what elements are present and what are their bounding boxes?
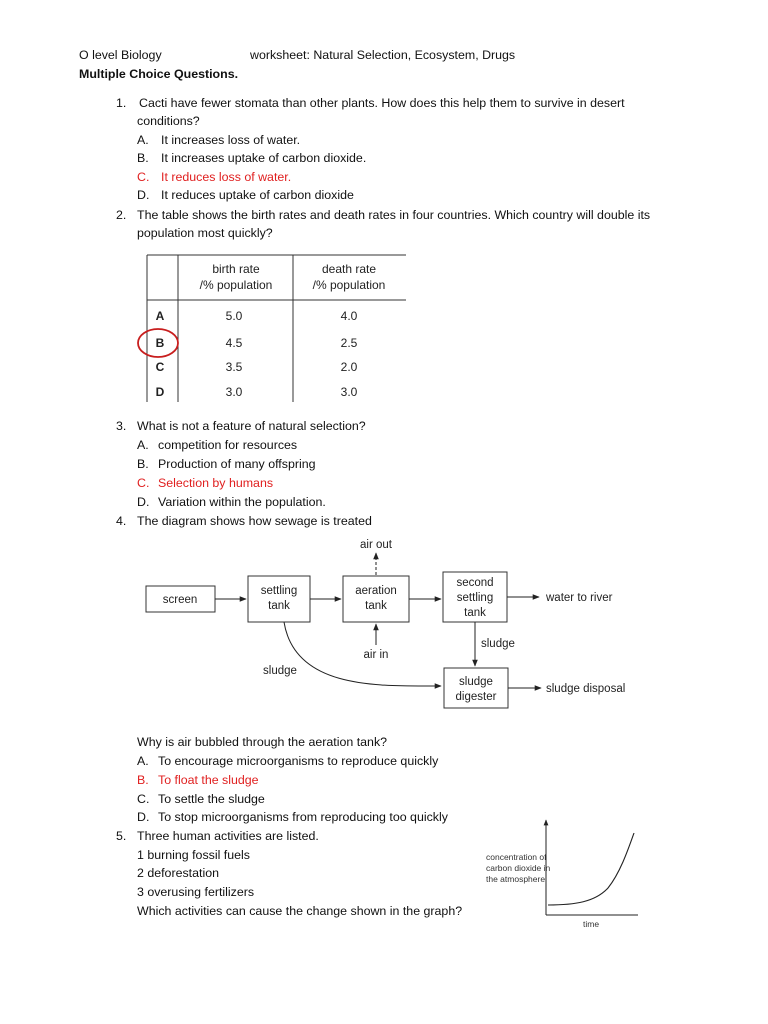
q4-text: The diagram shows how sewage is treated (137, 514, 372, 528)
q5-text: Three human activities are listed. (137, 829, 319, 843)
q1-text-line1: Cacti have fewer stomata than other plants. How does this help them to survive in desert (139, 96, 625, 110)
graph-ylabel-1: concentration of (486, 852, 547, 862)
q4-option-text: To encourage microorganisms to reproduce quickly (158, 754, 439, 768)
course-title: O level Biology (79, 48, 162, 62)
q1-text-line2: conditions? (137, 114, 200, 128)
country-label: D (155, 385, 165, 399)
label-aeration-1: aeration (355, 585, 397, 597)
header-death-line1: death rate (321, 262, 377, 276)
graph-ylabel-3: the atmosphere (486, 874, 546, 884)
birth-rate-cell: 5.0 (225, 309, 243, 323)
label-air-out: air out (360, 539, 392, 551)
label-water-to-river: water to river (546, 592, 613, 604)
label-air-in: air in (363, 649, 389, 661)
q3-answer-text: Selection by humans (158, 476, 274, 490)
label-second-2: settling (456, 592, 494, 604)
q4-answer-letter: B. (137, 773, 149, 787)
label-sludge-curve: sludge (263, 665, 297, 677)
q4-option-letter: D. (137, 810, 150, 824)
q4-option-letter: C. (137, 792, 150, 806)
q1-option-text: It increases uptake of carbon dioxide. (161, 151, 367, 165)
label-digester-2: digester (455, 691, 497, 703)
q3-option-letter: B. (137, 457, 149, 471)
q5-activity: 3 overusing fertilizers (137, 885, 255, 899)
q4-number: 4. (116, 514, 127, 528)
q3-option-text: Variation within the population. (158, 495, 326, 509)
graph-xlabel: time (583, 919, 600, 929)
header-birth-line1: birth rate (212, 262, 260, 276)
graph-ylabel-2: carbon dioxide in (486, 863, 551, 873)
q2-number: 2. (116, 208, 127, 222)
q5-activity: 2 deforestation (137, 866, 219, 880)
q4-option-text: To settle the sludge (158, 792, 265, 806)
q1-option-letter: A. (137, 133, 149, 147)
q1-option-text: It increases loss of water. (161, 133, 301, 147)
q3-answer-letter: C. (137, 476, 150, 490)
q3-option-text: competition for resources (158, 438, 298, 452)
section-heading: Multiple Choice Questions. (79, 67, 239, 81)
q4-option-text: To stop microorganisms from reproducing too quickly (158, 810, 448, 824)
birth-rate-cell: 3.0 (225, 385, 243, 399)
q1-number: 1. (116, 96, 127, 110)
label-settling-2: tank (268, 600, 290, 612)
q3-option-letter: D. (137, 495, 150, 509)
country-label-circled: B (155, 336, 165, 350)
header-birth-line2: /% population (199, 278, 273, 292)
co2-curve (548, 833, 634, 905)
q1-option-letter: B. (137, 151, 149, 165)
q3-number: 3. (116, 419, 127, 433)
q2-text-line2: population most quickly? (137, 226, 273, 240)
q5-number: 5. (116, 829, 127, 843)
label-second-1: second (456, 577, 494, 589)
q5-activity: 1 burning fossil fuels (137, 848, 250, 862)
country-label: C (155, 360, 165, 374)
q3-option-letter: A. (137, 438, 149, 452)
q1-option-letter: D. (137, 188, 150, 202)
header-death-line2: /% population (312, 278, 386, 292)
birth-rate-cell: 4.5 (225, 336, 243, 350)
q1-option-text: It reduces uptake of carbon dioxide (161, 188, 354, 202)
death-rate-cell: 2.0 (340, 360, 358, 374)
death-rate-cell: 2.5 (340, 336, 358, 350)
death-rate-cell: 3.0 (340, 385, 358, 399)
q2-text-line1: The table shows the birth rates and death rates in four countries. Which country will double its (137, 208, 651, 222)
q4-option-letter: A. (137, 754, 149, 768)
label-second-3: tank (464, 607, 486, 619)
label-aeration-2: tank (365, 600, 387, 612)
worksheet-title: worksheet: Natural Selection, Ecosystem, Drugs (250, 48, 516, 62)
q4-question: Why is air bubbled through the aeration tank? (137, 735, 388, 749)
birth-rate-cell: 3.5 (225, 360, 243, 374)
label-settling-1: settling (260, 585, 298, 597)
country-label: A (155, 309, 165, 323)
q4-answer-text: To float the sludge (158, 773, 259, 787)
label-sludge-right: sludge (481, 638, 515, 650)
q3-option-text: Production of many offspring (158, 457, 316, 471)
q1-answer-letter: C. (137, 170, 150, 184)
label-digester-1: sludge (459, 676, 493, 688)
death-rate-cell: 4.0 (340, 309, 358, 323)
q5-question: Which activities can cause the change shown in the graph? (137, 904, 463, 918)
label-sludge-disposal: sludge disposal (546, 683, 626, 695)
q1-answer-text: It reduces loss of water. (161, 170, 292, 184)
q3-text: What is not a feature of natural selection? (137, 419, 366, 433)
label-screen: screen (162, 594, 198, 606)
